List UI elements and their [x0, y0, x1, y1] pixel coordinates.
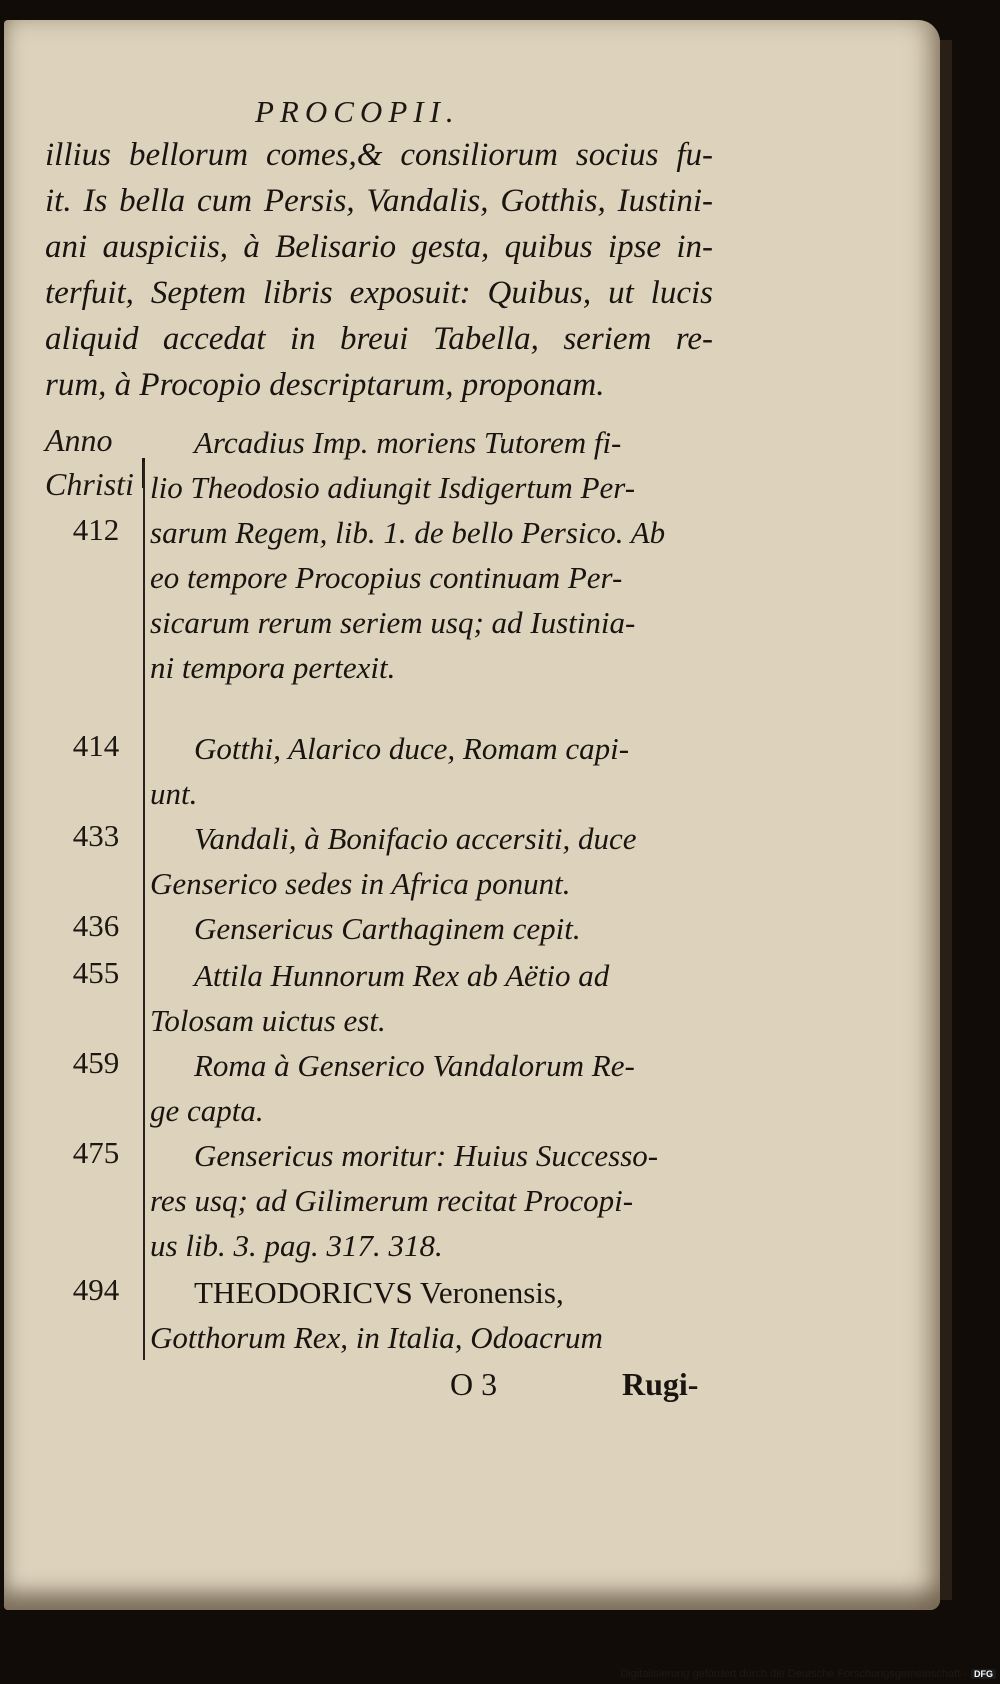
dfg-logo: DFG: [971, 1669, 996, 1679]
year-412: 412: [72, 512, 120, 547]
page-edge: [940, 40, 952, 1600]
margin-heading-christi: Christi: [45, 466, 134, 502]
chronology-entry-414: [150, 726, 712, 816]
entry-line: us lib. 3. pag. 317. 318.: [150, 1228, 443, 1263]
entry-line: Genserico sedes in Africa ponunt.: [150, 866, 571, 901]
entry-line: res usq; ad Gilimerum recitat Procopi-: [150, 1183, 634, 1218]
entry-line: Gensericus moritur: Huius Successo-: [194, 1138, 659, 1173]
entry-line: lio Theodosio adiungit Isdigertum Per-: [150, 470, 636, 505]
signature-mark: O 3: [450, 1366, 498, 1402]
year-455: 455: [72, 955, 120, 990]
column-rule: [143, 462, 145, 1360]
year-459: 459: [72, 1045, 120, 1080]
entry-line: unt.: [150, 776, 198, 811]
chronology-entry-436: [150, 906, 712, 951]
intro-line: rum, à Procopio descriptarum, proponam.: [45, 367, 605, 403]
entry-line: Attila Hunnorum Rex ab Aëtio ad: [194, 958, 610, 993]
entry-line: ni tempora pertexit.: [150, 650, 396, 685]
entry-line: Roma à Genserico Vandalorum Re-: [194, 1048, 635, 1083]
catchword: Rugi-: [622, 1366, 699, 1402]
year-436: 436: [72, 908, 120, 943]
running-head: PROCOPII.: [255, 94, 460, 129]
entry-line: eo tempore Procopius continuam Per-: [150, 560, 623, 595]
year-433: 433: [72, 818, 120, 853]
chronology-entry-412: [150, 420, 712, 690]
chronology-entry-475: [150, 1133, 712, 1268]
year-475: 475: [72, 1135, 120, 1170]
entry-line: Gensericus Carthaginem cepit.: [194, 911, 581, 946]
margin-heading-anno: Anno: [45, 422, 113, 458]
chronology-entry-494: [150, 1270, 712, 1360]
entry-line: Arcadius Imp. moriens Tutorem fi-: [194, 425, 622, 460]
intro-line: aliquid accedat in breui Tabella, seriem re-: [45, 321, 713, 357]
intro-paragraph: [45, 132, 713, 408]
entry-line: Vandali, à Bonifacio accersiti, duce: [194, 821, 637, 856]
digitization-credit: [604, 1668, 996, 1684]
year-494: 494: [72, 1272, 120, 1307]
intro-line: it. Is bella cum Persis, Vandalis, Gotthis, Iustini-: [45, 183, 713, 219]
entry-line: Tolosam uictus est.: [150, 1003, 386, 1038]
credit-text: Digitalisierung gefördert durch die Deutsche Forschungsgemeinschaft -: [620, 1668, 967, 1680]
entry-line: THEODORICVS Veronensis,: [194, 1275, 564, 1310]
entry-line: sicarum rerum seriem usq; ad Iustinia-: [150, 605, 636, 640]
intro-line: ani auspiciis, à Belisario gesta, quibus ipse in-: [45, 229, 713, 265]
chronology-entry-459: [150, 1043, 712, 1133]
chronology-entry-455: [150, 953, 712, 1043]
intro-line: terfuit, Septem libris exposuit: Quibus, ut lucis: [45, 275, 713, 311]
entry-line: ge capta.: [150, 1093, 264, 1128]
entry-line: Gotthi, Alarico duce, Romam capi-: [194, 731, 630, 766]
entry-line: Gotthorum Rex, in Italia, Odoacrum: [150, 1320, 603, 1355]
chronology-entry-433: [150, 816, 712, 906]
year-414: 414: [72, 728, 120, 763]
intro-line: illius bellorum comes,& consiliorum socius fu-: [45, 137, 713, 173]
entry-line: sarum Regem, lib. 1. de bello Persico. Ab: [150, 515, 666, 550]
